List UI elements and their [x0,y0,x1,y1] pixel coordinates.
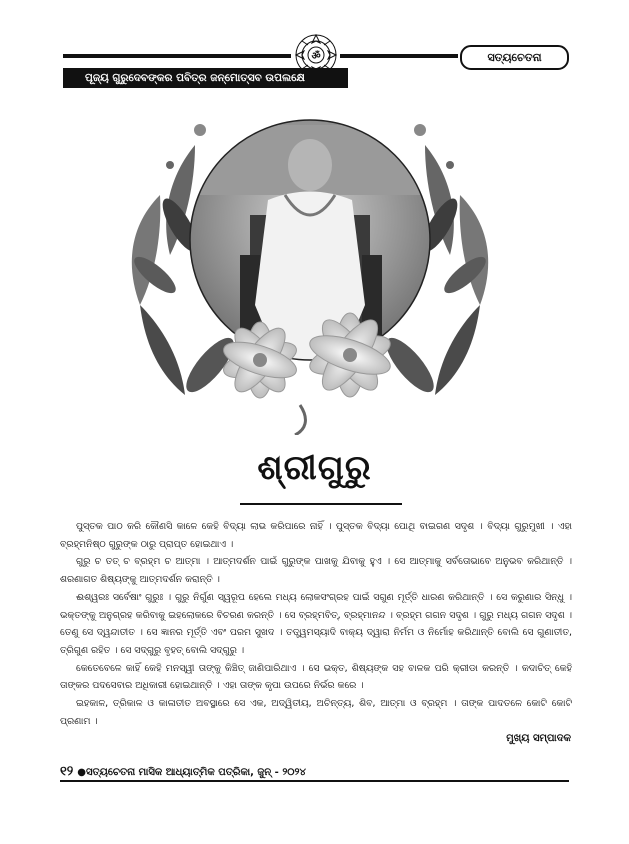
title-underline [240,503,402,505]
paragraph: ଈଶ୍ୱରଃ ସର୍ବେଷାଂ ଗୁରୁଃ । ଗୁରୁ ନିର୍ଗୁଣ ସ୍ୱରୂପ ହେଲେ ମଧ୍ୟ ଲୋକସଂଗ୍ରହ ପାଇଁ ସଗୁଣ ମୂର୍ତ୍ତି ଧାରଣ କରିଥାନ୍ତି । ସେ କରୁଣାର ସିନ୍ଧୁ । ଭକ୍ତଙ୍କୁ ଅନୁଗ୍ରହ କରିବାକୁ ଇହଲୋକରେ ବିଚରଣ କରନ୍ତି । ସେ ବ୍ରହ୍ମବିତ୍, ବ୍ରହ୍ମାନନ୍ଦ । ବ୍ରହ୍ମ ଗଗନ ସଦୃଶ । ଗୁରୁ ମଧ୍ୟ ଗଗନ ସଦୃଶ । ତେଣୁ ସେ ଦ୍ୱନ୍ଦାତୀତ । ସେ ଜ୍ଞାନର ମୂର୍ତ୍ତି ଏବଂ ପରମ ସୁଖଦ । ତତ୍ତ୍ୱମସ୍ୟାଦି ବାକ୍ୟ ଦ୍ୱାରା ନିର୍ମମ ଓ ନିର୍ମୋହ କରିଥାନ୍ତି ବୋଲି ସେ ଗୁଣାତୀତ, ତ୍ରିଗୁଣ ରହିତ । ସେ ସଦ୍‌ଗୁରୁ ବୃହତ୍ ବୋଲି ସଦ୍‌ଗୁରୁ । [60,591,572,656]
paragraph: ଇହକାଳ, ତ୍ରିକାଳ ଓ କାଳାତୀତ ଅବସ୍ଥାରେ ସେ ଏକ, ଅଦ୍ୱିତୀୟ, ଅଚିନ୍ତ୍ୟ, ଶିବ, ଆତ୍ମା ଓ ବ୍ରହ୍ମ । ତାଙ୍କ ପାଦତଳେ କୋଟି କୋଟି ପ୍ରଣାମ । [60,698,572,727]
signature: ମୁଖ୍ୟ ସମ୍ପାଦକ [506,733,571,744]
footer-rule [60,780,569,782]
footer-text: ●ସତ୍ୟଚେତନା ମାସିକ ଆଧ୍ୟାତ୍ମିକ ପତ୍ରିକା, ଜୁନ୍ - ୨୦୨୪ [77,767,306,778]
article-body [60,518,572,730]
masthead-title: ସତ୍ୟଚେତନା [460,45,569,70]
paragraph: ଗୁରୁ ଚ ତତ୍ ଚ ବ୍ରହ୍ମ ଚ ଆତ୍ମା । ଆତ୍ମଦର୍ଶନ ପାଇଁ ଗୁରୁଙ୍କ ପାଖକୁ ଯିବାକୁ ହୁଏ । ସେ ଆତ୍ମାକୁ ସର୍ବତୋଭାବେ ଅନୁଭବ କରିଥାନ୍ତି । ଶରଣାଗତ ଶିଷ୍ୟଙ୍କୁ ଆତ୍ମଦର୍ଶନ କରାନ୍ତି । [60,556,572,586]
guru-portrait [180,115,440,375]
page-number: ୧୨ [60,764,74,779]
guru-photo-frame [100,105,520,435]
paragraph: ପୁସ୍ତକ ପାଠ କରି କୌଣସି କାଳେ କେହି ବିଦ୍ୟା ଲାଭ କରିପାରେ ନାହିଁ । ପୁସ୍ତକ ବିଦ୍ୟା ପୋଥି ବାଇଗଣ ସଦୃଶ । ବିଦ୍ୟା ଗୁରୁମୁଖୀ । ଏହା ବ୍ରହ୍ମନିଷ୍ଠ ଗୁରୁଙ୍କ ଠାରୁ ପ୍ରାପ୍ତ ହୋଇଥାଏ । [60,521,572,550]
page-footer [60,764,306,779]
header-rule-left [63,54,291,58]
svg-text:ॐ: ॐ [311,51,321,62]
header-rule-right [340,54,458,58]
page-title: ଶ୍ରୀଗୁରୁ [257,448,372,488]
paragraph: କେତେବେଳେ କାହିଁ କେହି ମନସ୍ୱୀ ତାଙ୍କୁ କିଞ୍ଚିତ୍ ଜାଣିପାରିଥାଏ । ସେ ଭକ୍ତ, ଶିଷ୍ୟଙ୍କ ସହ ବାଳକ ପରି କ୍ରୀଡା କରନ୍ତି । କଦାଚିତ୍ କେହି ତାଙ୍କର ପଦସେବାର ଅଧିକାରୀ ହୋଇଥାନ୍ତି । ଏହା ତାଙ୍କ କୃପା ଉପରେ ନିର୍ଭର କରେ । [60,662,572,692]
occasion-banner: ପୂଜ୍ୟ ଗୁରୁଦେବଙ୍କର ପବିତ୍ର ଜନ୍ମୋତ୍ସବ ଉପଲକ୍ଷେ [63,68,348,88]
